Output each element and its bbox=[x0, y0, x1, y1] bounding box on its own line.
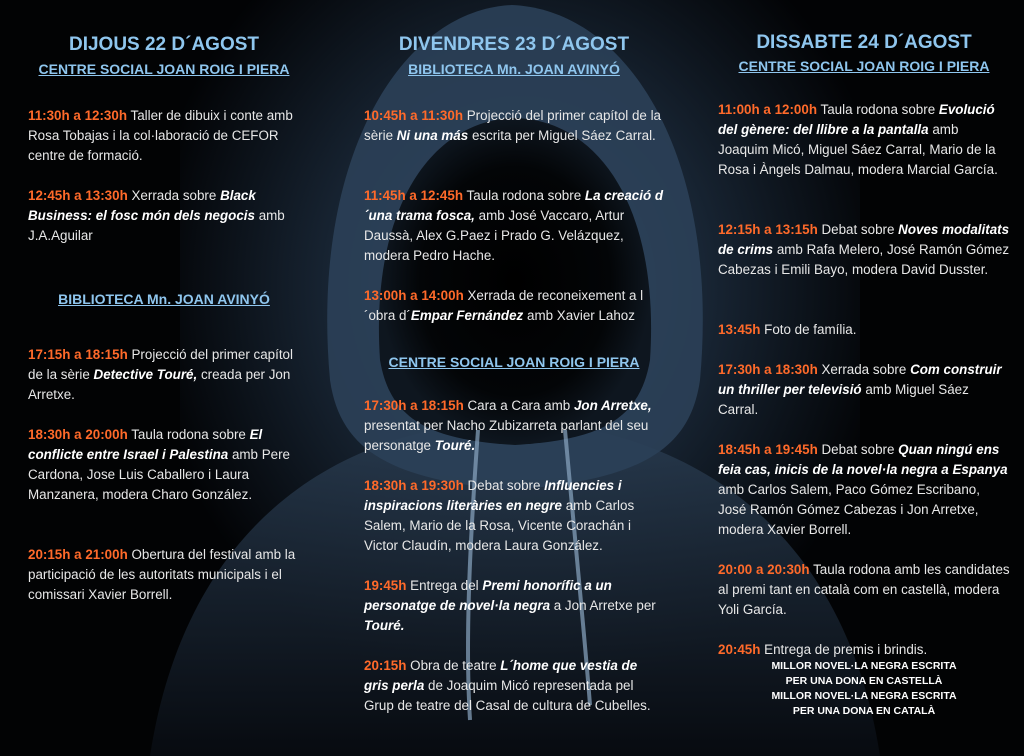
event-item bbox=[28, 106, 300, 166]
event-text: amb José Vaccaro, Artur Daussà, Alex G.Paez i Prado G. Velázquez, modera Pedro Hache. bbox=[364, 208, 625, 263]
event-time: 20:45h bbox=[718, 642, 761, 657]
prize-line: MILLOR NOVEL·LA NEGRA ESCRITA bbox=[771, 690, 957, 702]
event-text: Xerrada sobre bbox=[131, 188, 217, 203]
event-time: 17:30h a 18:30h bbox=[718, 362, 818, 377]
event-item bbox=[364, 476, 664, 556]
event-title: Touré. bbox=[434, 438, 476, 453]
event-item bbox=[364, 396, 664, 456]
event-text: Taula rodona sobre bbox=[131, 427, 246, 442]
event-item bbox=[718, 360, 1010, 420]
day-heading: DISSABTE 24 D´AGOST bbox=[756, 32, 972, 53]
event-time: 20:15h bbox=[364, 658, 407, 673]
event-title: Evolució del gènere: del llibre a la pantalla bbox=[718, 102, 995, 137]
event-text: Projecció del primer capítol de la sèrie bbox=[364, 108, 662, 143]
event-title: L´home que vestia de gris perla bbox=[364, 658, 638, 693]
event-text: amb Pere Cardona, Jose Luis Caballero i Laura Manzanera, modera Charo González. bbox=[28, 447, 290, 502]
event-item bbox=[364, 186, 664, 266]
event-text: Entrega de premis i brindis. bbox=[764, 642, 928, 657]
prize-line: MILLOR NOVEL·LA NEGRA ESCRITA bbox=[771, 660, 957, 672]
event-item bbox=[364, 106, 664, 146]
event-item bbox=[28, 545, 300, 605]
event-text: Taller de dibuix i conte amb Rosa Tobajas i la col·laboració de CEFOR centre de formació. bbox=[28, 108, 293, 163]
event-time: 17:15h a 18:15h bbox=[28, 347, 128, 362]
event-time: 11:45h a 12:45h bbox=[364, 188, 464, 203]
event-text: Cara a Cara amb bbox=[467, 398, 571, 413]
event-text: amb Xavier Lahoz bbox=[527, 308, 635, 323]
event-title: Noves modalitats de crims bbox=[718, 222, 1010, 257]
event-item bbox=[28, 425, 300, 505]
event-item bbox=[364, 286, 664, 326]
event-text: de Joaquim Micó representada pel Grup de teatre del Casal de cultura de Cubelles. bbox=[364, 678, 651, 713]
event-text: Entrega del bbox=[410, 578, 479, 593]
event-item bbox=[364, 656, 664, 716]
day-heading: DIVENDRES 23 D´AGOST bbox=[398, 34, 630, 55]
event-time: 18:45h a 19:45h bbox=[718, 442, 818, 457]
event-text: Xerrada de reconeixement a l´obra d´ bbox=[364, 288, 644, 323]
event-text: Taula rodona amb les candidates al premi tant en català com en castellà, modera Yoli García. bbox=[718, 562, 1010, 617]
event-text: amb Carlos Salem, Mario de la Rosa, Vicente Corachán i Victor Claudín, modera Laura González. bbox=[364, 498, 635, 553]
event-time: 11:30h a 12:30h bbox=[28, 108, 128, 123]
event-time: 17:30h a 18:15h bbox=[364, 398, 464, 413]
event-text: Projecció del primer capítol de la sèrie bbox=[28, 347, 293, 382]
event-text: creada per Jon Arretxe. bbox=[28, 367, 291, 402]
event-title: Touré. bbox=[364, 618, 405, 633]
event-item bbox=[364, 576, 664, 636]
event-time: 10:45h a 11:30h bbox=[364, 108, 464, 123]
event-item bbox=[718, 220, 1010, 280]
event-text: presentat per Nacho Zubizarreta parlant del seu personatge bbox=[364, 418, 649, 453]
event-title: Detective Touré, bbox=[93, 367, 198, 382]
venue-heading: BIBLIOTECA Mn. JOAN AVINYÓ bbox=[58, 291, 270, 307]
event-time: 20:00 a 20:30h bbox=[718, 562, 810, 577]
event-time: 12:45h a 13:30h bbox=[28, 188, 128, 203]
event-text: Debat sobre bbox=[821, 222, 895, 237]
event-title: Quan ningú ens feia cas, inicis de la novel·la negra a Espanya bbox=[718, 442, 1008, 477]
event-title: Premi honorífic a un personatge de novel·la negra bbox=[364, 578, 612, 613]
event-item bbox=[718, 320, 1010, 340]
venue-heading: CENTRE SOCIAL JOAN ROIG I PIERA bbox=[738, 58, 990, 74]
event-title: Com construir un thriller per televisió bbox=[718, 362, 1002, 397]
event-title: El conflicte entre Israel i Palestina bbox=[28, 427, 263, 462]
event-text: Taula rodona sobre bbox=[466, 188, 582, 203]
event-title: La creació d´una trama fosca, bbox=[364, 188, 664, 223]
event-text: Foto de família. bbox=[764, 322, 857, 337]
event-item bbox=[28, 345, 300, 405]
event-text: Taula rodona sobre bbox=[820, 102, 936, 117]
event-time: 13:45h bbox=[718, 322, 761, 337]
event-text: Obertura del festival amb la participació de les autoritats municipals i el comissari Xavier Borrell. bbox=[28, 547, 296, 602]
venue-heading: BIBLIOTECA Mn. JOAN AVINYÓ bbox=[408, 61, 620, 77]
event-text: amb Joaquim Micó, Miguel Sáez Carral, Mario de la Rosa i Àngels Dalmau, modera Marcial García. bbox=[718, 122, 998, 177]
event-text: amb Rafa Melero, José Ramón Gómez Cabezas i Emili Bayo, modera David Dusster. bbox=[718, 242, 1010, 277]
event-text: amb Miguel Sáez Carral. bbox=[718, 382, 969, 417]
event-text: amb J.A.Aguilar bbox=[28, 208, 285, 243]
event-text: Xerrada sobre bbox=[821, 362, 907, 377]
event-time: 20:15h a 21:00h bbox=[28, 547, 128, 562]
event-item bbox=[718, 440, 1010, 540]
event-time: 11:00h a 12:00h bbox=[718, 102, 818, 117]
event-item bbox=[718, 560, 1010, 620]
event-text: Obra de teatre bbox=[410, 658, 497, 673]
event-text: Debat sobre bbox=[821, 442, 895, 457]
event-text: a Jon Arretxe per bbox=[553, 598, 656, 613]
event-title: Empar Fernández bbox=[410, 308, 524, 323]
event-item bbox=[28, 186, 300, 246]
event-title: Black Business: el fosc món dels negocis bbox=[28, 188, 256, 223]
event-item bbox=[718, 100, 1010, 180]
venue-heading: CENTRE SOCIAL JOAN ROIG I PIERA bbox=[38, 61, 290, 77]
event-text: escrita per Miguel Sáez Carral. bbox=[471, 128, 656, 143]
event-time: 19:45h bbox=[364, 578, 407, 593]
event-time: 13:00h a 14:00h bbox=[364, 288, 464, 303]
event-item bbox=[718, 640, 1010, 660]
event-time: 18:30h a 19:30h bbox=[364, 478, 464, 493]
event-text: amb Carlos Salem, Paco Gómez Escribano, José Ramón Gómez Cabezas i Jon Arretxe, modera Xavier Borrell. bbox=[718, 482, 980, 537]
event-title: Ni una más bbox=[396, 128, 469, 143]
prize-line: PER UNA DONA EN CASTELLÀ bbox=[785, 675, 943, 687]
venue-heading: CENTRE SOCIAL JOAN ROIG I PIERA bbox=[388, 354, 640, 370]
event-time: 12:15h a 13:15h bbox=[718, 222, 818, 237]
event-time: 18:30h a 20:00h bbox=[28, 427, 128, 442]
day-heading: DIJOUS 22 D´AGOST bbox=[68, 34, 260, 55]
event-title: Influencies i inspiracions literàries en negre bbox=[364, 478, 622, 513]
event-text: Debat sobre bbox=[467, 478, 541, 493]
prize-line: PER UNA DONA EN CATALÀ bbox=[792, 705, 936, 717]
event-title: Jon Arretxe, bbox=[573, 398, 652, 413]
